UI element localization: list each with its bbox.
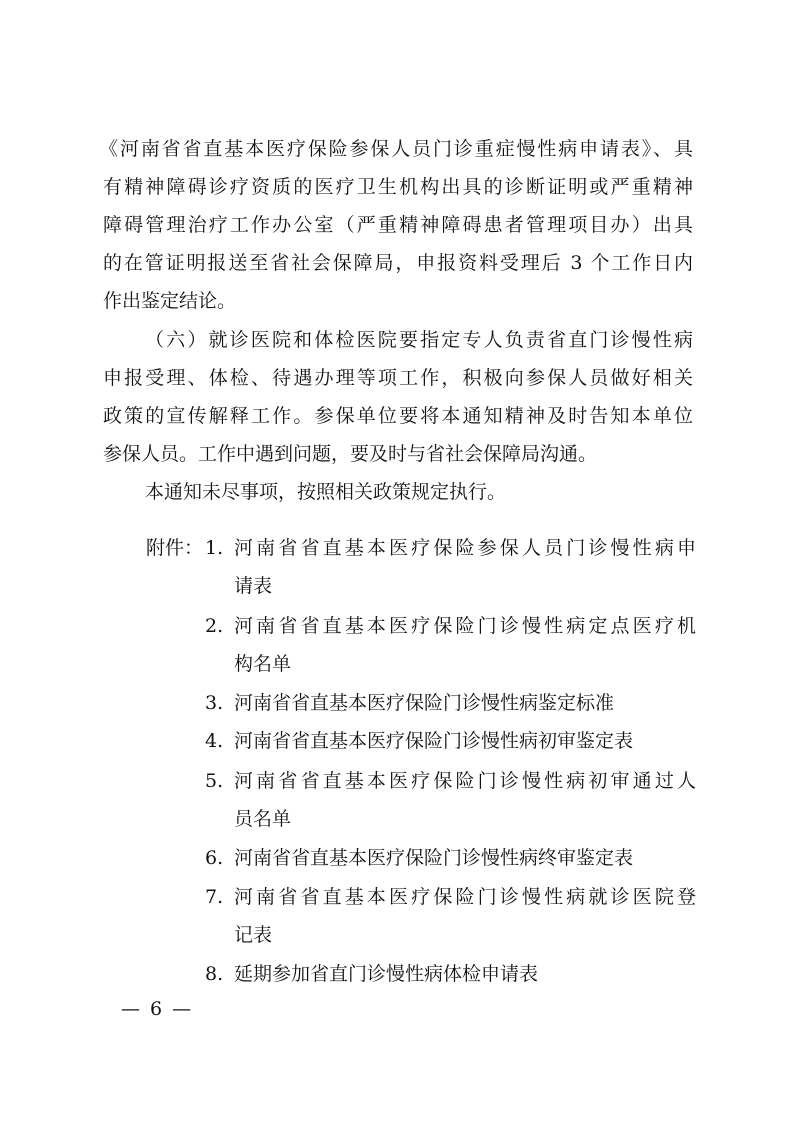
appendix-item-text: 河南省省直基本医疗保险门诊慢性病初审通过人 <box>234 770 696 792</box>
appendix-item-text: 河南省省直基本医疗保险门诊慢性病定点医疗机 <box>234 615 696 637</box>
appendix-item-text: 河南省省直基本医疗保险参保人员门诊慢性病申 <box>234 537 696 559</box>
body-line: 的在管证明报送至省社会保障局，申报资料受理后 3 个工作日内 <box>103 252 693 274</box>
appendix-item-continuation: 员名单 <box>234 808 292 830</box>
body-line: 政策的宣传解释工作。参保单位要将本通知精神及时告知本单位 <box>103 405 693 427</box>
appendix-item-number: 1. <box>205 537 224 559</box>
body-line: 障碍管理治疗工作办公室（严重精神障碍患者管理项目办）出具 <box>103 214 693 236</box>
appendix-item-number: 2. <box>205 615 224 637</box>
appendix-item-continuation: 构名单 <box>234 653 292 675</box>
appendix-item-number: 8. <box>205 963 224 985</box>
appendix-item-text: 河南省省直基本医疗保险门诊慢性病初审鉴定表 <box>234 730 634 752</box>
appendix-item-continuation: 请表 <box>234 575 273 597</box>
appendix-item-number: 6. <box>205 847 224 869</box>
appendix-label: 附件： <box>146 537 204 559</box>
appendix-item-number: 4. <box>205 730 224 752</box>
body-line: 参保人员。工作中遇到问题，要及时与省社会保障局沟通。 <box>103 443 598 465</box>
body-line: 《河南省省直基本医疗保险参保人员门诊重症慢性病申请表》、具 <box>99 138 693 160</box>
page-number: — 6 — <box>121 998 194 1020</box>
appendix-item-text: 河南省省直基本医疗保险门诊慢性病就诊医院登 <box>234 886 696 908</box>
appendix-item-continuation: 记表 <box>234 924 273 946</box>
appendix-item-number: 5. <box>205 770 224 792</box>
appendix-item-text: 河南省省直基本医疗保险门诊慢性病鉴定标准 <box>234 692 615 714</box>
appendix-item-text: 河南省省直基本医疗保险门诊慢性病终审鉴定表 <box>234 847 634 869</box>
appendix-item-text: 延期参加省直门诊慢性病体检申请表 <box>234 963 539 985</box>
body-line: （六）就诊医院和体检医院要指定专人负责省直门诊慢性病 <box>145 329 693 351</box>
appendix-item-number: 7. <box>205 886 224 908</box>
body-line: 申报受理、体检、待遇办理等项工作，积极向参保人员做好相关 <box>103 367 693 389</box>
body-line: 作出鉴定结论。 <box>103 290 237 312</box>
body-line: 有精神障碍诊疗资质的医疗卫生机构出具的诊断证明或严重精神 <box>103 176 693 198</box>
body-line: 本通知未尽事项，按照相关政策规定执行。 <box>145 481 507 503</box>
appendix-item-number: 3. <box>205 692 224 714</box>
